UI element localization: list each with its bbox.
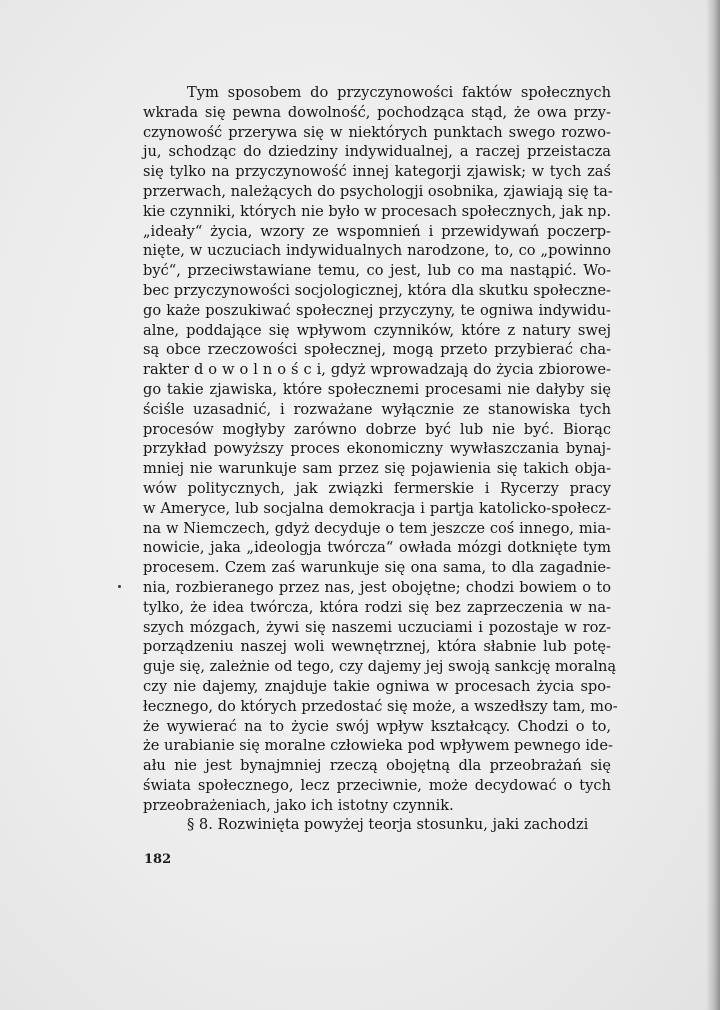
paragraph-2 [143, 815, 611, 835]
text-line: ściśle uzasadnić, i rozważane wyłącznie ze stanowiska tych [143, 400, 611, 418]
text-line: guje się, zależnie od tego, czy dajemy jej swoją sankcję moralną [143, 658, 617, 676]
text-line: mniej nie warunkuje sam przez się pojawienia się takich obja- [143, 460, 611, 478]
text-line: być“, przeciwstawiane temu, co jest, lub co ma nastąpić. Wo- [143, 262, 611, 280]
page-edge-shadow [706, 0, 720, 1010]
text-line: wkrada się pewna dowolność, pochodząca stąd, że owa przy- [143, 103, 611, 121]
text-line: Tym sposobem do przyczynowości faktów społecznych [187, 84, 611, 101]
text-line: że urabianie się moralne człowieka pod wpływem pewnego ide- [143, 737, 613, 755]
text-line: alne, poddające się wpływom czynników, które z natury swej [143, 321, 611, 339]
text-line: łecznego, do których przedostać się może, a wszedłszy tam, mo- [143, 697, 618, 715]
text-line: porządzeniu naszej woli wewnętrznej, która słabnie lub potę- [143, 638, 611, 656]
text-line: czynowość przerywa się w niektórych punktach swego rozwo- [143, 123, 611, 141]
body-text [143, 83, 618, 835]
text-line: wów politycznych, jak związki fermerskie i Rycerzy pracy [143, 479, 611, 497]
page-number: 182 [144, 852, 172, 867]
text-line: go każe poszukiwać społecznej przyczyny, te ogniwa indywidu- [143, 301, 611, 319]
text-line: rakter d o w o l n o ś c i, gdyż wprowadzają do życia zbiorowe- [143, 361, 611, 379]
paragraph-1 [143, 83, 618, 815]
text-line: czy nie dajemy, znajduje takie ogniwa w procesach życia spo- [143, 677, 611, 695]
section-marker: § 8. [187, 816, 213, 834]
text-line: na w Niemczech, gdyż decyduje o tem jeszcze coś innego, mia- [143, 519, 611, 537]
text-line: tylko, że idea twórcza, która rodzi się bez zaprzeczenia w na- [143, 598, 611, 616]
text-line: świata społecznego, lecz przeciwnie, może decydować o tych [143, 776, 611, 794]
text-line [143, 815, 611, 835]
text-line-content: Rozwinięta powyżej teorja stosunku, jaki zachodzi [217, 816, 589, 834]
text-line: szych mózgach, żywi się naszemi uczuciami i pozostaje w roz- [143, 618, 611, 636]
text-line: bec przyczynowości socjologicznej, która dla skutku społeczne- [143, 281, 611, 299]
text-line: procesów mogłyby zarówno dobrze być lub nie być. Biorąc [143, 420, 611, 438]
text-line: go takie zjawiska, które społecznemi procesami nie dałyby się [143, 380, 611, 398]
text-line: nięte, w uczuciach indywidualnych narodzone, to, co „powinno [143, 242, 611, 260]
text-line: nia, rozbieranego przez nas, jest obojętne; chodzi bowiem o to [143, 578, 611, 596]
text-line: przykład powyższy proces ekonomiczny wywłaszczania bynaj- [143, 440, 611, 458]
scan-speck [118, 585, 121, 588]
text-line: ału nie jest bynajmniej rzeczą obojętną dla przeobrażań się [143, 757, 611, 775]
text-line: w Ameryce, lub socjalna demokracja i partja katolicko-społecz- [143, 499, 611, 517]
text-line: przerwach, należących do psychologji osobnika, zjawiają się ta- [143, 182, 613, 200]
text-line: nowicie, jaka „ideologja twórcza“ owłada mózgi dotknięte tym [143, 539, 611, 557]
text-line: kie czynniki, których nie było w procesach społecznych, jak np. [143, 202, 612, 220]
text-line: się tylko na przyczynowość innej kategorji zjawisk; w tych zaś [143, 163, 611, 181]
text-line: ju, schodząc do dziedziny indywidualnej, a raczej przeistacza [143, 143, 611, 161]
text-line: są obce rzeczowości społecznej, mogą przeto przybierać cha- [143, 341, 611, 359]
text-line: że wywierać na to życie swój wpływ kształcący. Chodzi o to, [143, 717, 611, 735]
text-line: procesem. Czem zaś warunkuje się ona sama, to dla zagadnie- [143, 559, 611, 577]
text-line: „ideały“ życia, wzory ze wspomnień i przewidywań poczerp- [143, 222, 611, 240]
text-line: przeobrażeniach, jako ich istotny czynnik. [143, 796, 454, 814]
